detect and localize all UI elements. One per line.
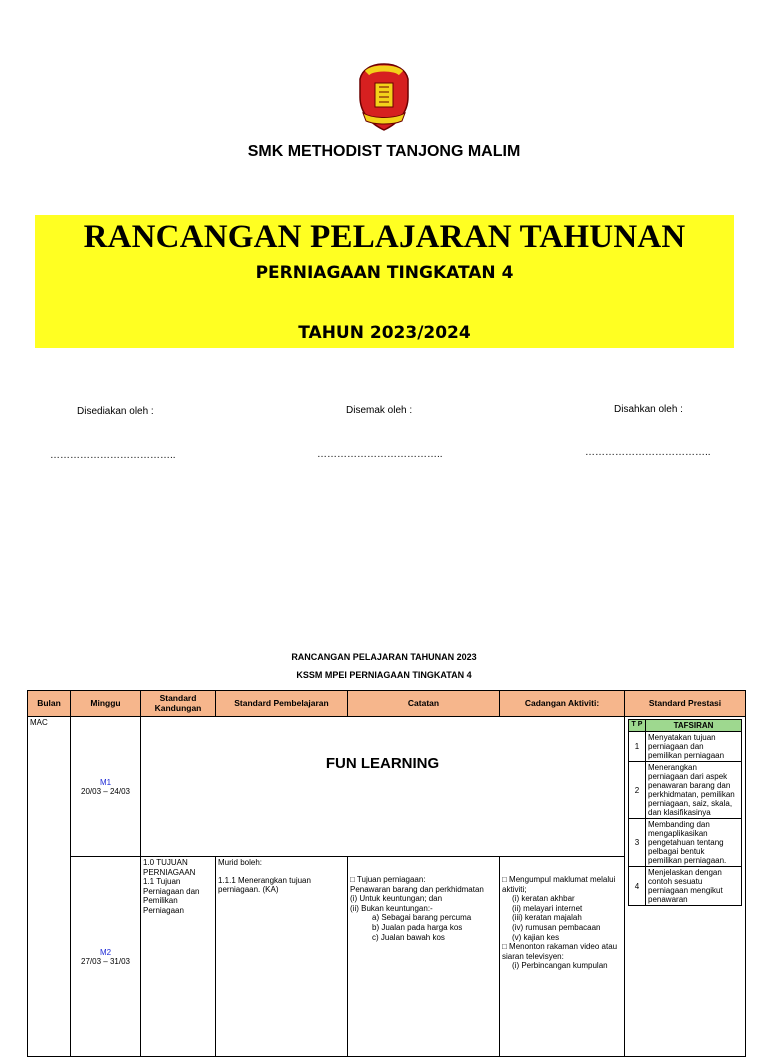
approved-by-label: Disahkan oleh :	[614, 404, 683, 415]
aktiviti-cell	[500, 857, 625, 1057]
learning-standard-item: 1.1.1 Menerangkan tujuan perniagaan. (KA)	[218, 875, 311, 895]
approved-by-signature-line: ………………………………..	[585, 447, 711, 458]
activity-line: (iv) rumusan pembacaan	[512, 922, 601, 932]
header-standard-kandungan: Standard Kandungan	[141, 691, 216, 717]
activity-line: (iii) keratan majalah	[512, 913, 582, 923]
activity-line: (v) kajian kes	[512, 932, 560, 942]
activity-line: □ Mengumpul maklumat melalui aktiviti;	[502, 875, 616, 894]
table-caption-2: KSSM MPEI PERNIAGAAN TINGKATAN 4	[296, 670, 472, 680]
prepared-by-signature-line: ………………………………..	[50, 450, 176, 461]
note-line: a) Sebagai barang percuma	[372, 913, 472, 923]
tafsiran-table	[628, 719, 742, 906]
header-standard-prestasi: Standard Prestasi	[625, 691, 746, 717]
header-cadangan-aktiviti: Cadangan Aktiviti:	[500, 691, 625, 717]
header-catatan: Catatan	[348, 691, 500, 717]
note-line: c) Jualan bawah kos	[372, 932, 445, 942]
tp-header: T P	[629, 720, 646, 732]
header-standard-pembelajaran: Standard Pembelajaran	[216, 691, 348, 717]
learning-standard-intro: Murid boleh:	[218, 858, 263, 867]
tafsiran-row	[629, 762, 742, 819]
week-dates: 20/03 – 24/03	[81, 786, 130, 796]
activity-line: (ii) melayari internet	[512, 903, 583, 913]
header-bulan: Bulan	[28, 691, 71, 717]
week-code: M1	[99, 777, 112, 787]
week-dates: 27/03 – 31/03	[81, 956, 130, 966]
tafsiran-row	[629, 819, 742, 867]
tafsiran-text: Membanding dan mengaplikasikan pengetahuan tentang pelbagai bentuk pemilikan perniagaan.	[646, 819, 742, 867]
standard-prestasi-cell	[625, 717, 746, 1057]
content-standard-subtopic: 1.1 Tujuan Perniagaan dan Pemilikan Perniagaan	[143, 877, 200, 915]
note-line: (ii) Bukan keuntungan:-	[350, 903, 433, 913]
fun-learning-cell: FUN LEARNING	[141, 717, 625, 857]
week-cell	[71, 717, 141, 857]
catatan-cell	[348, 857, 500, 1057]
table-row	[28, 717, 746, 857]
note-line: Penawaran barang dan perkhidmatan	[350, 884, 484, 894]
tp-number: 1	[629, 732, 646, 762]
activity-line: □ Menonton rakaman video atau siaran televisyen:	[502, 942, 618, 961]
document-title: RANCANGAN PELAJARAN TAHUNAN	[83, 219, 686, 255]
note-line: □ Tujuan perniagaan:	[350, 875, 426, 884]
tp-number: 3	[629, 819, 646, 867]
week-cell	[71, 857, 141, 1057]
tafsiran-row	[629, 867, 742, 906]
table-caption-1: RANCANGAN PELAJARAN TAHUNAN 2023	[291, 652, 477, 662]
week-code: M2	[99, 947, 112, 957]
month-cell: MAC	[28, 717, 71, 1057]
tafsiran-text: Menerangkan perniagaan dari aspek penawaran barang dan perkhidmatan, pemilikan perniagaan, saiz, skala, dan klasifikasinya	[646, 762, 742, 819]
activity-line: (i) keratan akhbar	[512, 894, 575, 904]
tafsiran-text: Menjelaskan dengan contoh sesuatu perniagaan mengikut penawaran	[646, 867, 742, 906]
tafsiran-header: TAFSIRAN	[646, 720, 742, 732]
school-name: SMK METHODIST TANJONG MALIM	[247, 143, 521, 160]
content-standard-topic: 1.0 TUJUAN PERNIAGAAN	[143, 858, 196, 877]
lesson-plan-table	[27, 690, 746, 1057]
activity-line: (i) Perbincangan kumpulan	[512, 961, 608, 971]
standard-kandungan-cell	[141, 857, 216, 1057]
document-year: TAHUN 2023/2024	[298, 323, 471, 343]
table-header-row	[28, 691, 746, 717]
checked-by-signature-line: ………………………………..	[317, 449, 443, 460]
standard-pembelajaran-cell	[216, 857, 348, 1057]
tp-number: 4	[629, 867, 646, 906]
checked-by-label: Disemak oleh :	[346, 405, 413, 416]
tafsiran-text: Menyatakan tujuan perniagaan dan pemilikan perniagaan	[646, 732, 742, 762]
prepared-by-label: Disediakan oleh :	[77, 406, 154, 417]
tafsiran-row	[629, 732, 742, 762]
note-line: (i) Untuk keuntungan; dan	[350, 894, 443, 904]
tp-number: 2	[629, 762, 646, 819]
document-subtitle: PERNIAGAAN TINGKATAN 4	[255, 263, 514, 283]
header-minggu: Minggu	[71, 691, 141, 717]
note-line: b) Jualan pada harga kos	[372, 922, 463, 932]
school-crest-logo	[355, 61, 413, 133]
title-banner	[35, 215, 734, 348]
